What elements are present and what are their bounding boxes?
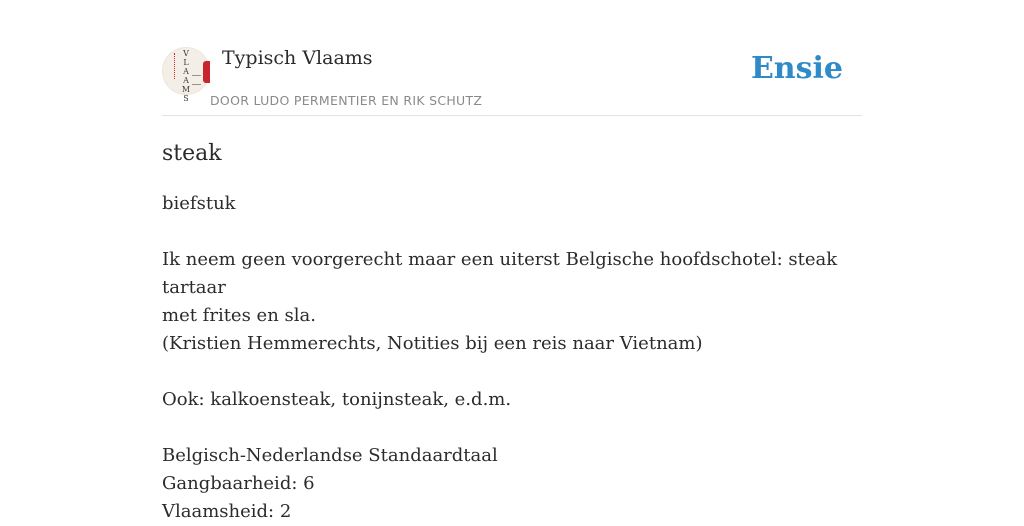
ensie-brand-logo[interactable]: Ensie	[750, 51, 843, 86]
paragraph-spacer	[162, 218, 862, 246]
language-label: Belgisch-Nederlandse Standaardtaal	[162, 445, 498, 466]
paragraph-spacer	[162, 358, 862, 386]
logo-decoration	[192, 75, 201, 85]
entry-content	[162, 138, 862, 526]
entry-definition: biefstuk	[162, 193, 236, 214]
example-quote-line: Ik neem geen voorgerecht maar een uiterst Belgische hoofdschotel: steak tartaar	[162, 249, 838, 298]
entry-body	[162, 190, 862, 526]
example-quote-line: met frites en sla.	[162, 305, 316, 326]
logo-decoration	[203, 61, 210, 83]
site-title[interactable]: Typisch Vlaams	[222, 47, 373, 69]
logo-letters: VLAAMS	[181, 49, 191, 103]
entry-term: steak	[162, 141, 222, 166]
example-source: (Kristien Hemmerechts, Notities bij een reis naar Vietnam)	[162, 333, 703, 354]
paragraph-spacer	[162, 414, 862, 442]
author-byline: DOOR LUDO PERMENTIER EN RIK SCHUTZ	[210, 93, 483, 108]
site-header	[162, 44, 862, 116]
logo-decoration	[174, 53, 177, 79]
frequency-rating: Gangbaarheid: 6	[162, 473, 315, 494]
flemishness-rating: Vlaamsheid: 2	[162, 501, 292, 522]
book-cover-logo[interactable]	[162, 47, 210, 103]
related-terms: Ook: kalkoensteak, tonijnsteak, e.d.m.	[162, 389, 512, 410]
